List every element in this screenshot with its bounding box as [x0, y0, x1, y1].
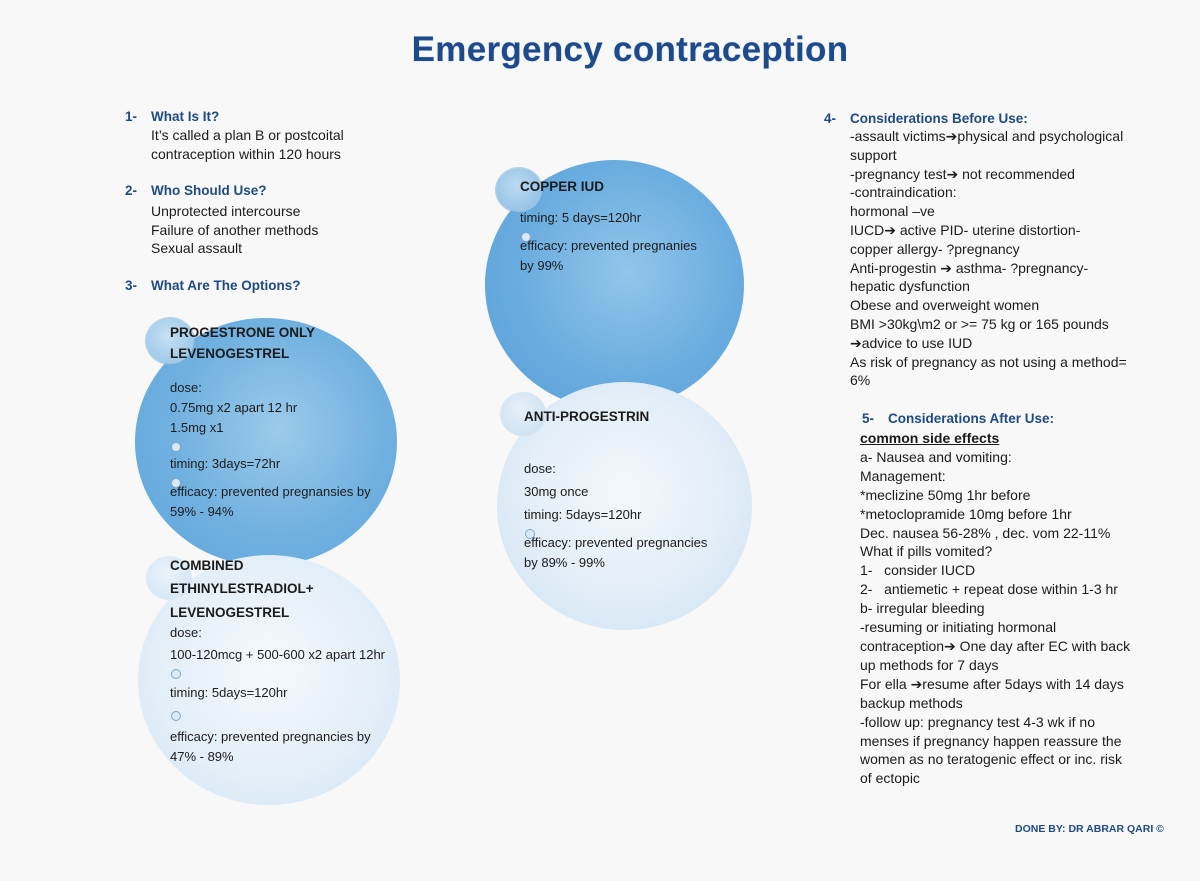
copper-efficacy-range: by 99% — [520, 258, 564, 273]
section-5-title: Considerations After Use: — [888, 411, 1055, 426]
anti-progestin-efficacy: efficacy: prevented pregnancies — [524, 535, 708, 550]
progestrone-efficacy-range: 59% - 94% — [170, 504, 234, 519]
anti-progestin-timing: timing: 5days=120hr — [524, 507, 642, 522]
progestrone-dose-1: 0.75mg x2 apart 12 hr — [170, 400, 298, 415]
section-4-line: Anti-progestin ➔ asthma- ?pregnancy- — [850, 259, 1089, 276]
section-5-line: of ectopic — [860, 770, 920, 787]
section-3-heading — [125, 278, 301, 293]
section-5-line: *meclizine 50mg 1hr before — [860, 486, 1031, 503]
section-5-line: 1- consider IUCD — [860, 562, 976, 579]
section-4-line: Obese and overweight women — [850, 297, 1040, 314]
section-5-line: contraception➔ One day after EC with back — [860, 637, 1131, 654]
section-5-body — [860, 429, 1130, 788]
section-5-line: *metoclopramide 10mg before 1hr — [860, 505, 1072, 522]
anti-progestin-content — [524, 406, 707, 573]
combined-label: COMBINED — [170, 558, 244, 573]
section-4-line: -contraindication: — [850, 184, 957, 201]
combined-label-3: LEVENOGESTREL — [170, 605, 290, 620]
section-5-heading — [862, 411, 1054, 426]
section-4-heading — [824, 111, 1028, 126]
section-5-line: For ella ➔resume after 5days with 14 days — [860, 675, 1124, 692]
combined-efficacy: efficacy: prevented pregnancies by — [170, 729, 371, 744]
progestrone-dose-2: 1.5mg x1 — [170, 420, 224, 435]
progestrone-label: PROGESTRONE ONLY — [170, 325, 316, 340]
section-2-title: Who Should Use? — [151, 183, 267, 198]
section-5-subheading: common side effects — [860, 430, 1000, 446]
section-5-line: Management: — [860, 467, 946, 484]
section-2-line: Unprotected intercourse — [151, 203, 301, 219]
anti-progestin-efficacy-range: by 89% - 99% — [524, 555, 605, 570]
progestrone-content — [170, 322, 371, 522]
combined-timing: timing: 5days=120hr — [170, 685, 288, 700]
section-4-line: BMI >30kg\m2 or >= 75 kg or 165 pounds — [850, 315, 1109, 332]
section-5-number: 5- — [862, 411, 875, 426]
section-5-line: women as no teratogenic effect or inc. risk — [860, 751, 1122, 768]
bullet-icon — [171, 669, 181, 679]
section-4-line: hormonal –ve — [850, 203, 935, 220]
section-4-line: -assault victims➔physical and psychological — [850, 128, 1124, 144]
section-5-line: -resuming or initiating hormonal — [860, 619, 1057, 636]
anti-progestin-dose-1: 30mg once — [524, 484, 589, 499]
section-2-line: Sexual assault — [151, 240, 243, 257]
section-5-line: b- irregular bleeding — [860, 600, 985, 617]
section-4-line: hepatic dysfunction — [850, 278, 970, 295]
section-4-line: copper allergy- ?pregnancy — [850, 240, 1020, 257]
section-1-heading — [125, 109, 219, 124]
section-5-line: backup methods — [860, 694, 963, 711]
section-4-title: Considerations Before Use: — [850, 111, 1028, 126]
section-4-number: 4- — [824, 111, 837, 126]
section-2-body — [151, 202, 318, 258]
section-3-number: 3- — [125, 278, 138, 293]
section-5-line: menses if pregnancy happen reassure the — [860, 732, 1122, 749]
combined-dose-1: 100-120mcg + 500-600 x2 apart 12hr — [170, 647, 386, 662]
combined-label-2: ETHINYLESTRADIOL+ — [170, 581, 314, 596]
section-4-body — [850, 127, 1127, 390]
copper-efficacy: efficacy: prevented pregnanies — [520, 238, 697, 253]
section-5-line: -follow up: pregnancy test 4-3 wk if no — [860, 713, 1096, 730]
anti-progestin-dose-label: dose: — [524, 461, 556, 476]
progestrone-efficacy: efficacy: prevented pregnansies by — [170, 484, 371, 499]
section-5-line: a- Nausea and vomiting: — [860, 448, 1012, 465]
progestrone-dose-label: dose: — [170, 380, 202, 395]
progestrone-timing: timing: 3days=72hr — [170, 456, 281, 471]
combined-content — [170, 556, 385, 767]
page-title: Emergency contraception — [411, 30, 849, 69]
section-2-heading — [125, 183, 267, 198]
section-5-line: 2- antiemetic + repeat dose within 1-3 hr — [860, 581, 1118, 598]
section-1-number: 1- — [125, 109, 138, 124]
section-4-line: -pregnancy test➔ not recommended — [850, 165, 1075, 182]
section-4-line: ➔advice to use IUD — [850, 334, 973, 351]
copper-timing: timing: 5 days=120hr — [520, 210, 642, 225]
section-1-title: What Is It? — [151, 109, 220, 124]
section-2-number: 2- — [125, 183, 138, 198]
section-1-body — [151, 126, 344, 163]
section-4-line: IUCD➔ active PID- uterine distortion- — [850, 221, 1081, 238]
section-2-line: Failure of another methods — [151, 221, 319, 238]
section-5-line: up methods for 7 days — [860, 656, 999, 673]
progestrone-label-2: LEVENOGESTREL — [170, 346, 290, 361]
bullet-icon — [171, 711, 181, 721]
copper-label: COPPER IUD — [520, 179, 605, 194]
section-1-line: It’s called a plan B or postcoital — [151, 127, 344, 143]
section-5-line: What if pills vomited? — [860, 543, 993, 560]
section-3-title: What Are The Options? — [151, 278, 301, 293]
combined-efficacy-range: 47% - 89% — [170, 749, 234, 764]
section-1-line: contraception within 120 hours — [151, 145, 341, 162]
section-4-line: As risk of pregnancy as not using a method= — [850, 353, 1127, 370]
anti-progestin-label: ANTI-PROGESTRIN — [524, 409, 650, 424]
combined-dose-label: dose: — [170, 625, 202, 640]
author-credit: DONE BY: DR ABRAR QARI © — [1015, 823, 1164, 835]
copper-content — [520, 176, 697, 276]
section-4-line: support — [850, 146, 897, 163]
section-4-line: 6% — [850, 372, 871, 389]
bullet-icon — [171, 442, 181, 452]
section-5-line: Dec. nausea 56-28% , dec. vom 22-11% — [860, 524, 1111, 541]
